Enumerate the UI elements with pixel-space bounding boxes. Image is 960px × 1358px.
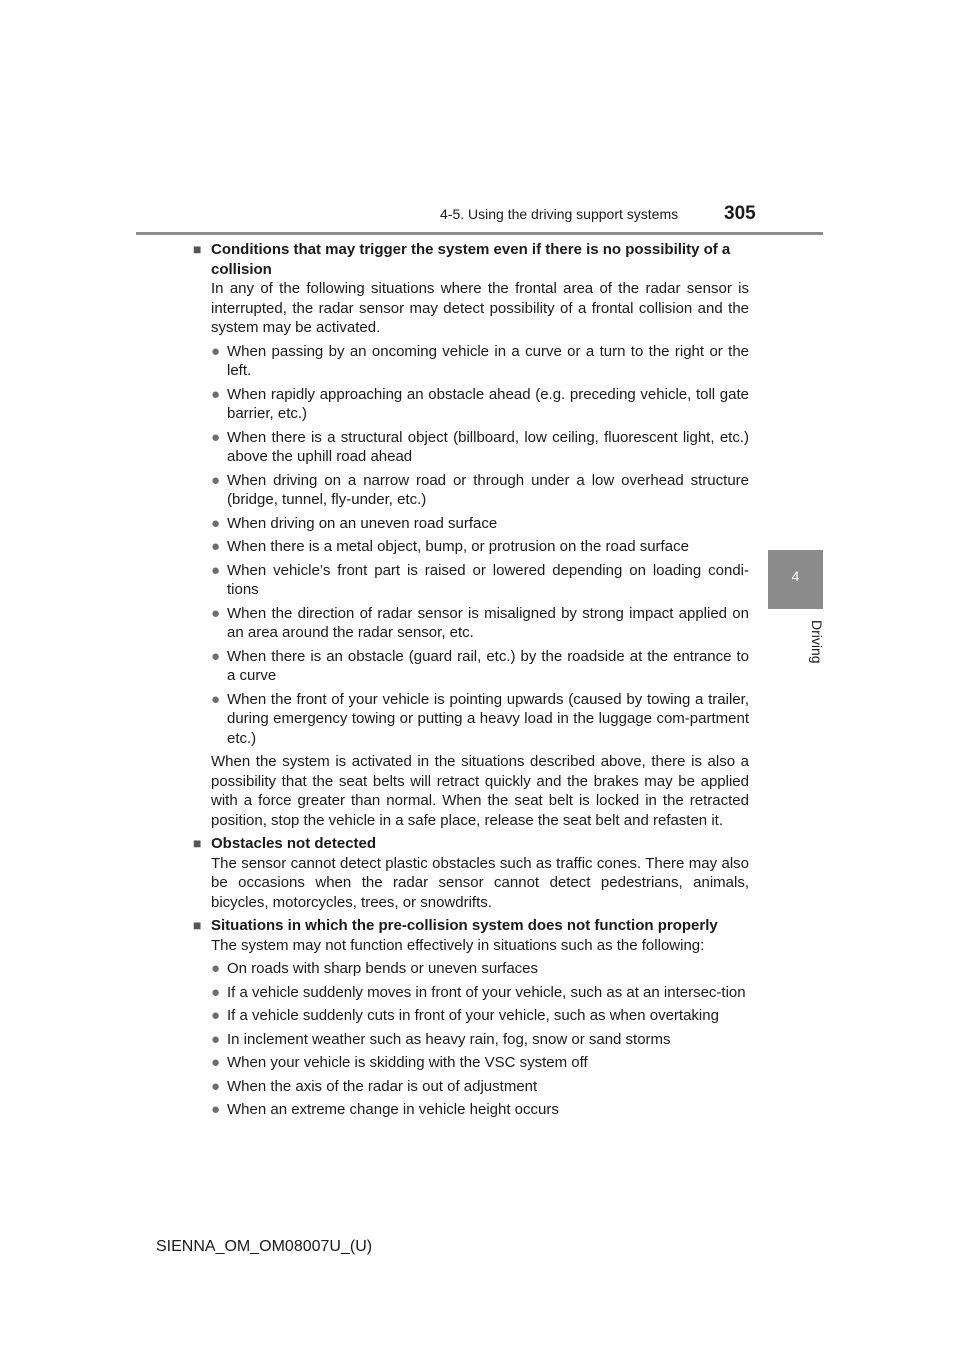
list-item-text: When vehicle’s front part is raised or lowered depending on loading condi-tions	[227, 561, 749, 598]
list-item	[211, 1006, 749, 1026]
dot-bullet-icon: ●	[211, 561, 221, 579]
list-item-text: When the axis of the radar is out of adjustment	[227, 1077, 538, 1095]
list-item-text: When rapidly approaching an obstacle ahead (e.g. preceding vehicle, toll gate barrier, etc.)	[227, 385, 749, 422]
list-item	[211, 1100, 749, 1120]
section-heading-text: Situations in which the pre-collision system does not function properly	[211, 917, 718, 934]
dot-bullet-icon: ●	[211, 647, 221, 665]
list-item-text: When driving on a narrow road or through under a low overhead structure (bridge, tunnel, fly-under, etc.)	[227, 471, 749, 508]
list-item	[211, 690, 749, 749]
list-item-text: If a vehicle suddenly moves in front of your vehicle, such as at an intersec-tion	[227, 983, 746, 1001]
list-item	[211, 514, 749, 534]
list-item	[211, 1030, 749, 1050]
list-item	[211, 647, 749, 686]
dot-bullet-icon: ●	[211, 428, 221, 446]
dot-bullet-icon: ●	[211, 1030, 221, 1048]
list-item-text: When driving on an uneven road surface	[227, 514, 498, 532]
dot-bullet-icon: ●	[211, 342, 221, 360]
section-heading	[193, 834, 749, 854]
manual-code: SIENNA_OM_OM08007U_(U)	[156, 1238, 373, 1255]
list-item	[211, 428, 749, 467]
list-item-text: If a vehicle suddenly cuts in front of your vehicle, such as when overtaking	[227, 1007, 719, 1024]
section-intro: The sensor cannot detect plastic obstacles such as traffic cones. There may also be occasions when the radar sensor cannot detect pedestrians, animals, bicycles, motorcycles, trees, or snowdrifts.	[211, 854, 749, 911]
section-title: 4-5. Using the driving support systems	[440, 206, 679, 222]
header-divider	[136, 232, 823, 235]
list-item	[211, 471, 749, 510]
list-item	[211, 385, 749, 424]
square-bullet-icon: ■	[193, 835, 202, 851]
dot-bullet-icon: ●	[211, 1077, 221, 1095]
list-item	[211, 1077, 749, 1097]
list-item	[211, 342, 749, 381]
list-item	[211, 561, 749, 600]
chapter-label: Driving	[809, 620, 825, 664]
square-bullet-icon: ■	[193, 241, 202, 257]
section-heading-text: Conditions that may trigger the system even if there is no possibility of a collision	[211, 241, 731, 278]
dot-bullet-icon: ●	[211, 690, 221, 708]
list-item-text: When the front of your vehicle is pointing upwards (caused by towing a trailer, during emergency towing or putting a heavy load in the luggage com-partment etc.)	[227, 690, 749, 747]
page-number: 305	[724, 203, 756, 224]
dot-bullet-icon: ●	[211, 960, 221, 977]
page-content	[193, 240, 749, 1124]
list-item-text: When an extreme change in vehicle height occurs	[227, 1101, 559, 1118]
dot-bullet-icon: ●	[211, 385, 221, 403]
section-intro: The system may not function effectively in situations such as the following:	[211, 936, 705, 954]
list-item-text: When there is a metal object, bump, or protrusion on the road surface	[227, 538, 689, 555]
list-item-text: When your vehicle is skidding with the VSC system off	[227, 1054, 588, 1071]
list-item-text: When there is a structural object (billboard, low ceiling, fluorescent light, etc.) above the uphill road ahead	[227, 428, 749, 465]
list-item-text: On roads with sharp bends or uneven surfaces	[227, 960, 539, 977]
dot-bullet-icon: ●	[211, 1054, 221, 1071]
section-heading	[193, 916, 749, 936]
list-item-text: When passing by an oncoming vehicle in a curve or a turn to the right or the left.	[227, 342, 749, 379]
chapter-number: 4	[791, 568, 800, 584]
bullet-list	[211, 959, 749, 1120]
dot-bullet-icon: ●	[211, 983, 221, 1001]
bullet-list	[211, 342, 749, 749]
dot-bullet-icon: ●	[211, 471, 221, 489]
list-item-text: When the direction of radar sensor is misaligned by strong impact applied on an area around the radar sensor, etc.	[227, 604, 749, 641]
list-item	[211, 604, 749, 643]
list-item-text: In inclement weather such as heavy rain, fog, snow or sand storms	[227, 1030, 671, 1048]
list-item	[211, 959, 749, 979]
section-system-limitations	[193, 916, 749, 1120]
dot-bullet-icon: ●	[211, 1007, 221, 1024]
section-heading	[193, 240, 749, 279]
list-item	[211, 983, 749, 1003]
list-item	[211, 537, 749, 557]
dot-bullet-icon: ●	[211, 514, 221, 532]
dot-bullet-icon: ●	[211, 1101, 221, 1118]
list-item-text: When there is an obstacle (guard rail, etc.) by the roadside at the entrance to a curve	[227, 647, 749, 684]
section-obstacles-not-detected	[193, 834, 749, 912]
section-heading-text: Obstacles not detected	[211, 835, 377, 852]
dot-bullet-icon: ●	[211, 604, 221, 622]
square-bullet-icon: ■	[193, 917, 202, 933]
dot-bullet-icon: ●	[211, 538, 221, 555]
section-false-activation	[193, 240, 749, 830]
section-intro: In any of the following situations where the frontal area of the radar sensor is interrupted, the radar sensor may detect possibility of a frontal collision and the system may be activated.	[211, 280, 749, 336]
list-item	[211, 1053, 749, 1073]
section-outro: When the system is activated in the situations described above, there is also a possibility that the seat belts will retract quickly and the brakes may be applied with a force greater than normal. When the seat belt is locked in the retracted position, stop the vehicle in a safe place, release the seat belt and refasten it.	[211, 753, 749, 829]
